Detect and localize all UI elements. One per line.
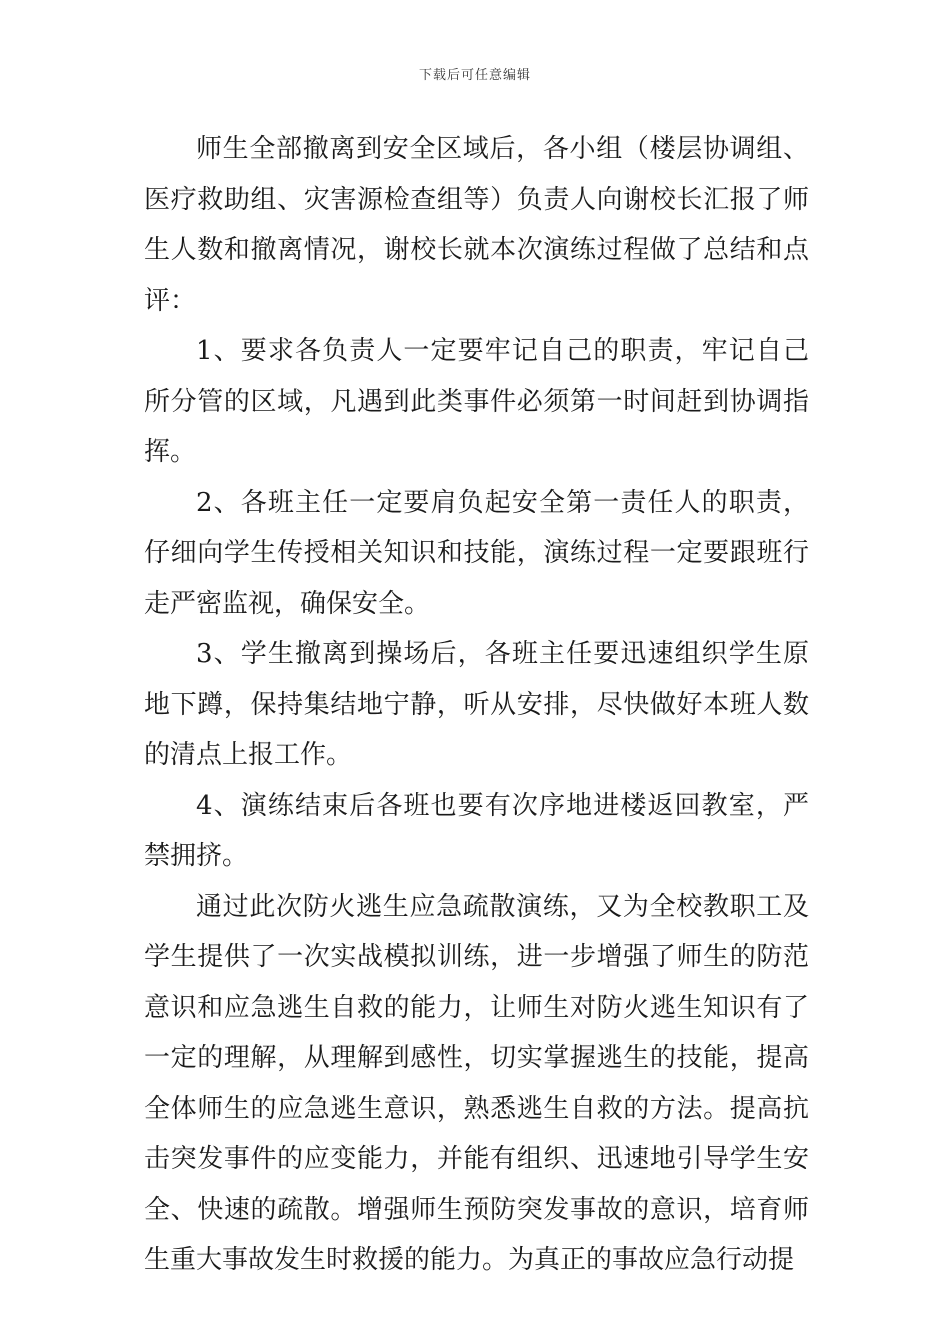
paragraph-point-4: 4、演练结束后各班也要有次序地进楼返回教室，严禁拥挤。 [144,790,809,871]
paragraph-conclusion: 通过此次防火逃生应急疏散演练，又为全校教职工及学生提供了一次实战模拟训练，进一步增强了师生的防范意识和应急逃生自救的能力，让师生对防火逃生知识有了一定的理解，从理解到感性，切实掌握逃生的技能，提高全体师生的应急逃生意识，熟悉逃生自救的方法。提高抗击突发事件的应变能力，并能有组织、迅速地引导学生安全、快速的疏散。增强师生预防突发事故的意识，培育师生重大事故发生时救援的能力。为真正的事故应急行动提 [144,891,809,1275]
paragraph-summary-intro: 师生全部撤离到安全区域后，各小组（楼层协调组、医疗救助组、灾害源检查组等）负责人向谢校长汇报了师生人数和撤离情况，谢校长就本次演练过程做了总结和点评： [144,134,809,316]
page-header: 下载后可任意编辑 [418,68,531,83]
paragraph-point-1: 1、要求各负责人一定要牢记自己的职责，牢记自己所分管的区域，凡遇到此类事件必须第一时间赶到协调指挥。 [144,336,809,467]
document-body [144,124,809,1286]
paragraph-point-3: 3、学生撤离到操场后，各班主任要迅速组织学生原地下蹲，保持集结地宁静，听从安排，尽快做好本班人数的清点上报工作。 [144,639,809,770]
paragraph-point-2: 2、各班主任一定要肩负起安全第一责任人的职责，仔细向学生传授相关知识和技能，演练过程一定要跟班行走严密监视，确保安全。 [144,487,809,619]
